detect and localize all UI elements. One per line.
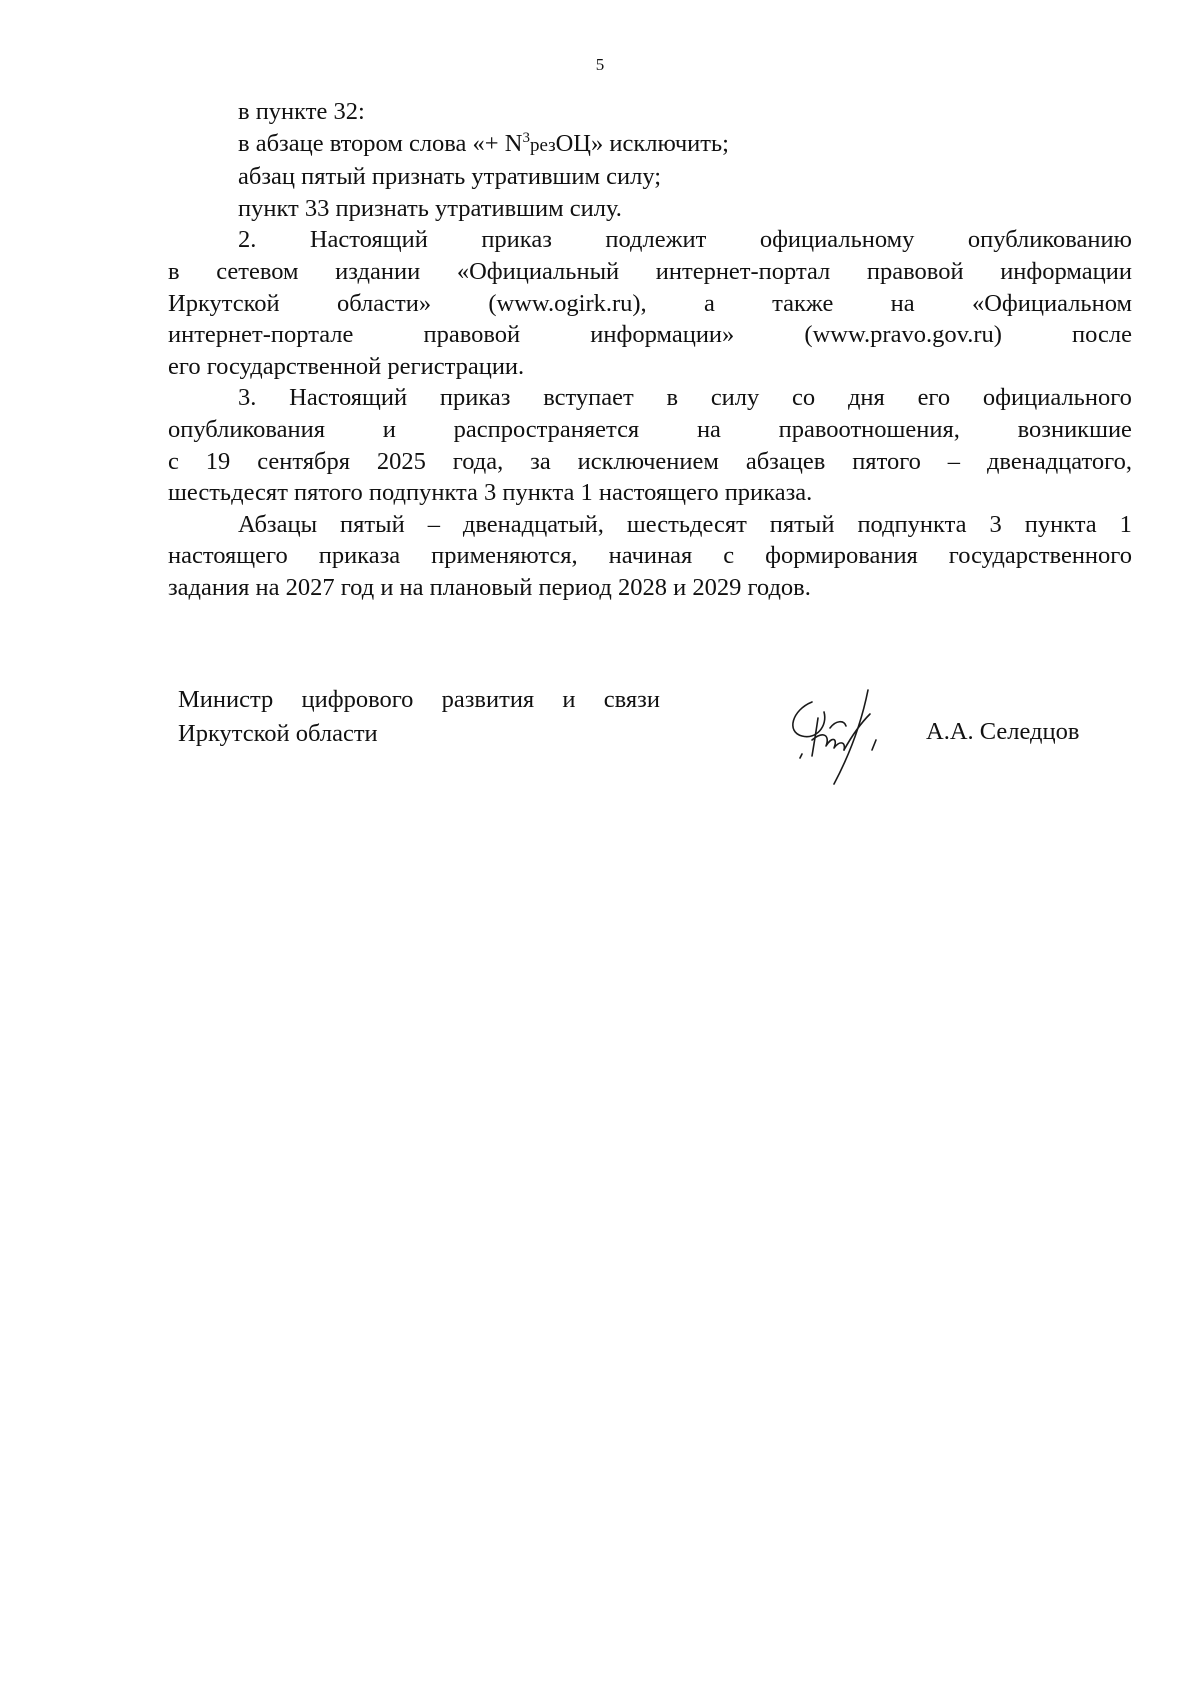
word: Иркутской xyxy=(168,289,280,317)
word: «Официальный xyxy=(456,257,620,285)
word: сентября xyxy=(257,447,350,475)
word: в xyxy=(666,384,679,412)
word: информации xyxy=(1000,257,1132,285)
justified-line xyxy=(168,509,1132,541)
word: опубликования xyxy=(168,415,326,443)
word: подлежит xyxy=(605,226,707,254)
word: на xyxy=(890,289,915,317)
word: – xyxy=(427,510,440,538)
word: двенадцатый, xyxy=(462,510,604,538)
justified-line xyxy=(168,414,1132,446)
word: года, xyxy=(452,447,504,475)
word: развития xyxy=(441,686,535,713)
word: пункта xyxy=(1024,510,1097,538)
word: сетевом xyxy=(216,257,299,285)
word: «Официальном xyxy=(971,289,1132,317)
word: 19 xyxy=(205,447,231,475)
word: и xyxy=(562,686,576,713)
word: правоотношения, xyxy=(778,415,960,443)
word: исключением xyxy=(577,447,719,475)
word: применяются, xyxy=(431,542,578,570)
text-line-formula xyxy=(168,128,1132,162)
text-line: задания на 2027 год и на плановый период 2028 и 2029 годов. xyxy=(168,573,811,601)
word: а xyxy=(703,289,715,317)
word: формирования xyxy=(765,542,918,570)
word: и xyxy=(382,415,396,443)
word: приказ xyxy=(439,384,511,412)
text-line: в пункте 32: xyxy=(238,98,365,125)
word: силу xyxy=(710,384,760,412)
word: шестьдесят xyxy=(626,510,747,538)
justified-line xyxy=(168,540,1132,572)
signatory-name: А.А. Селедцов xyxy=(926,718,1080,745)
word: правовой xyxy=(866,257,964,285)
word: за xyxy=(530,447,551,475)
word: Министр xyxy=(178,686,274,713)
word: в xyxy=(168,257,180,285)
word: связи xyxy=(603,686,660,713)
handwritten-signature xyxy=(772,680,912,790)
word: цифрового xyxy=(301,686,414,713)
word: дня xyxy=(847,384,885,412)
word: официальному xyxy=(759,226,915,254)
text-line: его государственной регистрации. xyxy=(168,352,525,380)
subscript-text: рез xyxy=(529,134,556,156)
position-line: Иркутской области xyxy=(178,720,378,747)
word: после xyxy=(1072,321,1132,349)
word: (www.ogirk.ru), xyxy=(488,289,647,317)
text-line: абзац пятый признать утратившим силу; xyxy=(238,163,662,191)
word: на xyxy=(696,415,721,443)
word: пятый xyxy=(340,510,405,538)
word: также xyxy=(772,289,834,317)
word: пятого xyxy=(852,447,921,475)
word: опубликованию xyxy=(967,226,1132,254)
page-number: 5 xyxy=(595,55,605,74)
justified-line xyxy=(168,319,1132,351)
word: вступает xyxy=(543,384,634,412)
word: интернет-портал xyxy=(655,257,831,285)
word: государственного xyxy=(948,542,1132,570)
justified-line xyxy=(168,224,1132,256)
word: распространяется xyxy=(453,415,640,443)
document-body xyxy=(168,96,1132,604)
word: настоящего xyxy=(168,542,288,570)
word: издании xyxy=(335,257,421,285)
justified-line xyxy=(168,382,1132,414)
word: приказ xyxy=(481,226,552,254)
text-fragment: ОЦ» исключить; xyxy=(555,129,729,157)
word: его xyxy=(917,384,951,412)
word: с xyxy=(723,542,735,570)
word: двенадцатого, xyxy=(986,447,1132,475)
word: интернет-портале xyxy=(168,321,354,349)
word: пятый xyxy=(769,510,835,538)
word: правовой xyxy=(423,321,521,349)
word: Настоящий xyxy=(289,384,408,412)
word: 2. xyxy=(238,226,257,254)
word: 3. xyxy=(238,384,257,412)
word: Настоящий xyxy=(309,226,428,254)
word: со xyxy=(792,384,816,412)
superscript: 3 xyxy=(522,129,530,146)
word: с xyxy=(168,447,179,475)
word: абзацев xyxy=(745,447,826,475)
signatory-position xyxy=(178,683,660,751)
word: начиная xyxy=(608,542,693,570)
justified-line xyxy=(168,446,1132,478)
justified-line xyxy=(168,256,1132,288)
word: официального xyxy=(982,384,1132,412)
word: 1 xyxy=(1119,510,1132,538)
text-line: шестьдесят пятого подпункта 3 пункта 1 настоящего приказа. xyxy=(168,479,813,507)
position-line xyxy=(178,683,660,717)
word: подпункта xyxy=(857,510,967,538)
word: – xyxy=(947,447,961,475)
word: Абзацы xyxy=(238,510,318,538)
text-fragment: в абзаце втором слова «+ N xyxy=(238,129,523,157)
word: приказа xyxy=(318,542,401,570)
justified-line xyxy=(168,288,1132,320)
text-line: пункт 33 признать утратившим силу. xyxy=(238,194,622,222)
word: возникшие xyxy=(1017,415,1132,443)
word: 2025 xyxy=(376,447,426,475)
word: (www.pravo.gov.ru) xyxy=(804,321,1002,349)
word: информации» xyxy=(590,321,735,349)
word: 3 xyxy=(989,510,1002,538)
word: области» xyxy=(336,289,432,317)
